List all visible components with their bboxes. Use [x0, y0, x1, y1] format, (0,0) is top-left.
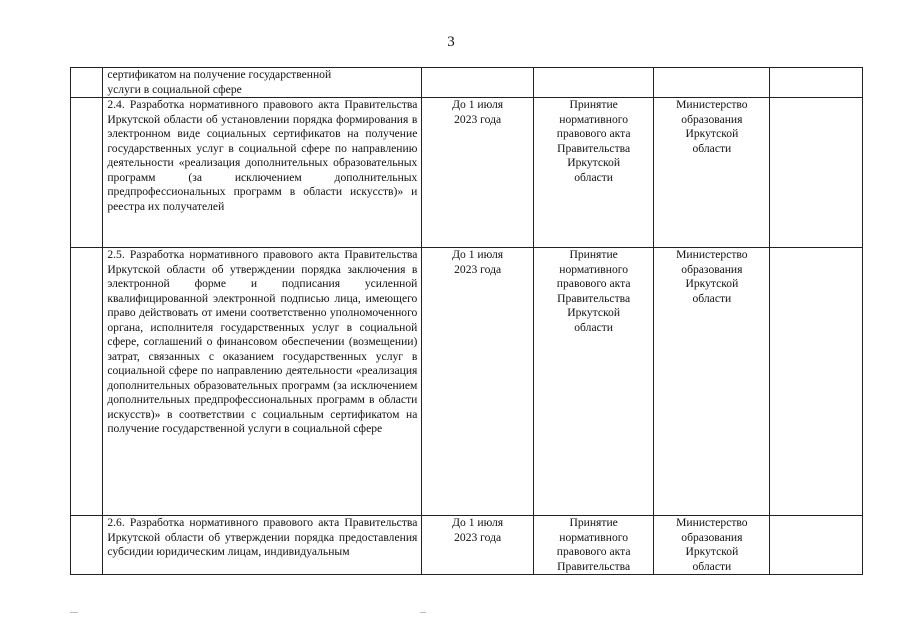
event-text: 2.5. Разработка нормативного правового акта Правительства Иркутской области об утверждении порядка заключения в электронной форме и подписания усиленной квалифицированной электронной подписью лица, имеющего право действовать от имени соответственно уполномоченного органа, исполнителя государственных услуг в социальной сфере, соглашений о финансовом обеспечении (возмещении) затрат, связанных с оказанием государственных услуг в социальной сфере по направлению деятельности «реализация дополнительных образовательных программ (за исключением дополнительных предпрофессиональных программ в области искусств)» в соответствии с социальным сертификатом на получение государственной услуги в социальной сфере — [107, 248, 418, 435]
deadline-cell — [422, 68, 534, 98]
row-number-cell — [71, 248, 103, 516]
blank-cell — [770, 248, 863, 516]
event-cell — [103, 98, 422, 248]
event-text: сертификатом на получение государственной услуги в социальной сфере — [107, 68, 332, 96]
event-text: 2.4. Разработка нормативного правового акта Правительства Иркутской области об установлении порядка формирования в электронном виде социальных сертификатов на получение государственных услуг в социальной сфере по направлению деятельности «реализация дополнительных образовательных программ (за исключением дополнительных предпрофессиональных программ в области искусств)» и реестра их получателей — [107, 98, 418, 213]
result-text: Принятие нормативного правового акта Правительства — [556, 516, 631, 573]
event-cell — [103, 516, 422, 575]
result-text: Принятие нормативного правового акта Правительства Иркутской области — [556, 98, 631, 184]
result-cell — [533, 98, 653, 248]
plan-table — [70, 67, 863, 575]
blank-cell — [770, 68, 863, 98]
deadline-cell — [422, 248, 534, 516]
blank-cell — [770, 98, 863, 248]
event-cell — [103, 248, 422, 516]
result-text: Принятие нормативного правового акта Правительства Иркутской области — [556, 248, 631, 334]
row-number-cell — [71, 68, 103, 98]
responsible-cell — [654, 248, 770, 516]
responsible-cell — [654, 68, 770, 98]
blank-cell — [770, 516, 863, 575]
result-cell — [533, 68, 653, 98]
deadline-cell — [422, 98, 534, 248]
deadline-text: До 1 июля 2023 года — [452, 98, 504, 126]
event-cell — [103, 68, 422, 98]
deadline-text: До 1 июля 2023 года — [452, 248, 504, 276]
page-number: 3 — [447, 34, 455, 50]
row-number-cell — [71, 516, 103, 575]
deadline-cell — [422, 516, 534, 575]
event-text: 2.6. Разработка нормативного правового акта Правительства Иркутской области об утверждении порядка предоставления субсидии юридическим лицам, индивидуальным — [107, 516, 418, 558]
result-cell — [533, 516, 653, 575]
scan-artifact-line — [70, 612, 78, 613]
responsible-cell — [654, 516, 770, 575]
responsible-cell — [654, 98, 770, 248]
table-row — [71, 68, 863, 98]
table-row — [71, 248, 863, 516]
responsible-text: Министерство образования Иркутской области — [676, 516, 748, 573]
responsible-text: Министерство образования Иркутской области — [676, 98, 748, 155]
result-cell — [533, 248, 653, 516]
responsible-text: Министерство образования Иркутской области — [676, 248, 748, 305]
table-row — [71, 516, 863, 575]
deadline-text: До 1 июля 2023 года — [452, 516, 504, 544]
scan-artifact-line — [420, 612, 426, 613]
row-number-cell — [71, 98, 103, 248]
table-row — [71, 98, 863, 248]
